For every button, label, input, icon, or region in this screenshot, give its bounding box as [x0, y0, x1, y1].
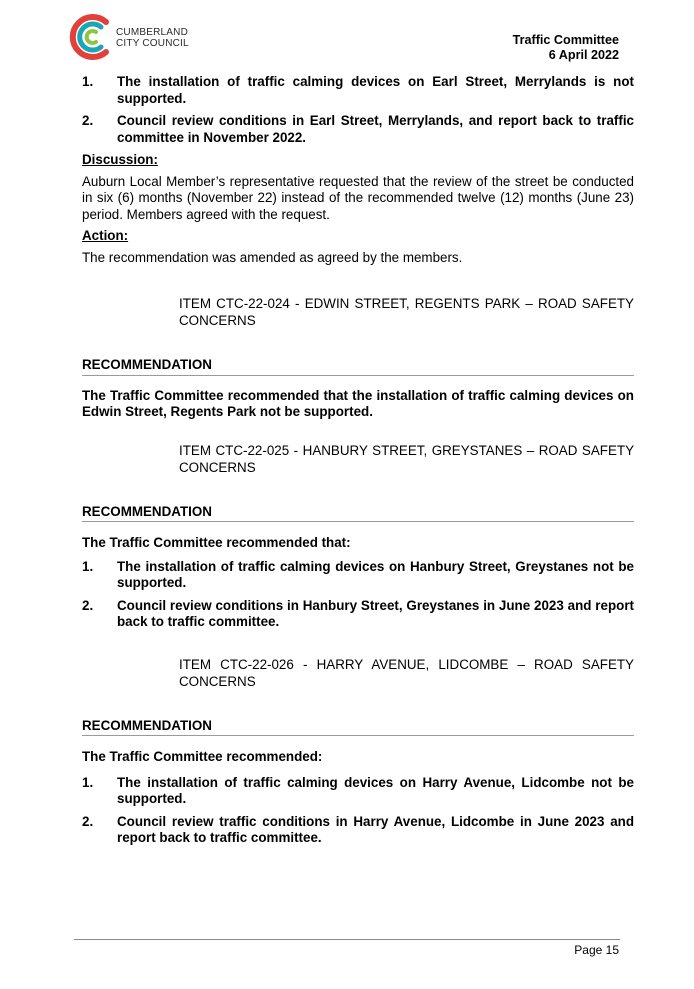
item-number: 2. — [82, 813, 94, 829]
footer-divider — [74, 939, 620, 940]
item-text: The installation of traffic calming devices on Hanbury Street, Greystanes not be supported. — [117, 558, 634, 590]
item-text: Council review conditions in Earl Street, Merrylands, and report back to traffic committee in November 2022. — [117, 113, 634, 145]
committee-name: Traffic Committee — [512, 33, 619, 47]
item-title: ITEM CTC-22-025 - HANBURY STREET, GREYSTANES – ROAD SAFETY CONCERNS — [179, 442, 634, 475]
list-item — [82, 814, 634, 847]
item-text: The installation of traffic calming devices on Harry Avenue, Lidcombe not be supported. — [117, 774, 634, 806]
item-text: Council review traffic conditions in Harry Avenue, Lidcombe in June 2023 and report back to traffic committee. — [117, 813, 634, 845]
item-number: 2. — [82, 113, 94, 128]
recommendation-intro: The Traffic Committee recommended: — [82, 749, 323, 764]
item-number: 2. — [82, 597, 94, 613]
item-text: The installation of traffic calming devices on Earl Street, Merrylands is not supported. — [117, 74, 634, 106]
item-title: ITEM CTC-22-024 - EDWIN STREET, REGENTS PARK – ROAD SAFETY CONCERNS — [179, 296, 634, 328]
recommendation-heading: RECOMMENDATION — [82, 504, 634, 523]
meeting-date: 6 April 2022 — [548, 48, 619, 62]
list-item — [82, 559, 634, 592]
recommendation-intro: The Traffic Committee recommended that: — [82, 535, 351, 550]
recommendation-heading: RECOMMENDATION — [82, 718, 634, 737]
item-number: 1. — [82, 774, 94, 790]
page-number: Page 15 — [574, 943, 619, 957]
logo-line2: CITY COUNCIL — [116, 38, 189, 49]
item-number: 1. — [82, 558, 94, 574]
list-item — [82, 74, 634, 107]
action-text: The recommendation was amended as agreed by the members. — [82, 249, 463, 265]
recommendation-heading: RECOMMENDATION — [82, 357, 634, 376]
list-item — [82, 775, 634, 808]
logo-line1: CUMBERLAND — [116, 27, 189, 38]
page-content — [82, 74, 634, 853]
header-meta — [513, 33, 619, 63]
discussion-text: Auburn Local Member’s representative requested that the review of the street be conducted in six (6) months (November 22) instead of the recommended twelve (12) months (June 23) period. Members agreed with the request. — [82, 173, 634, 222]
recommendation-text: The Traffic Committee recommended that the installation of traffic calming devices on Edwin Street, Regents Park not be supported. — [82, 387, 634, 419]
cumberland-logo-icon — [66, 12, 114, 62]
list-item — [82, 598, 634, 631]
item-number: 1. — [82, 74, 94, 89]
action-heading: Action: — [82, 228, 129, 243]
logo-wordmark — [116, 27, 189, 49]
list-item — [82, 113, 634, 146]
item-title: ITEM CTC-22-026 - HARRY AVENUE, LIDCOMBE – ROAD SAFETY CONCERNS — [179, 656, 634, 689]
item-text: Council review conditions in Hanbury Street, Greystanes in June 2023 and report back to traffic committee. — [117, 597, 634, 629]
discussion-heading: Discussion: — [82, 152, 158, 167]
